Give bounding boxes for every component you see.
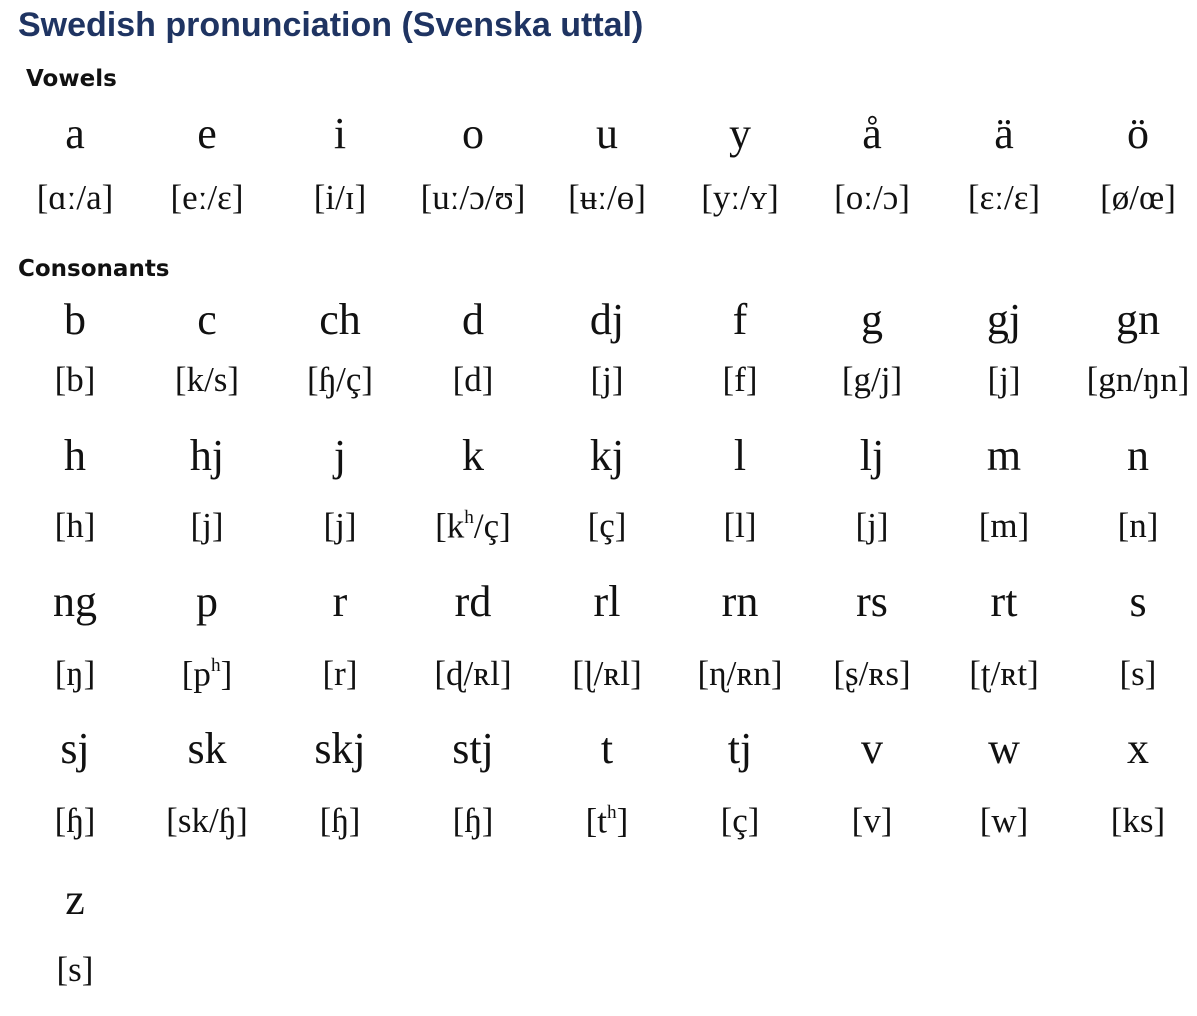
vowel-ipa: [ɛː/ɛ] bbox=[967, 178, 1041, 217]
consonant-letter: g bbox=[861, 295, 883, 344]
consonant-ipa: [s] bbox=[56, 950, 94, 989]
consonant-ipa: [ɧ] bbox=[452, 801, 494, 840]
consonants-heading: Consonants bbox=[18, 256, 170, 282]
consonant-ipa: $[p^h]$ bbox=[181, 654, 233, 694]
consonant-ipa: [ɧ] bbox=[54, 801, 96, 840]
consonant-ipa: [r] bbox=[322, 654, 358, 693]
consonant-ipa: [b] bbox=[54, 360, 96, 399]
consonant-ipa: [l] bbox=[723, 506, 757, 545]
consonant-letter: f bbox=[732, 295, 748, 344]
consonant-letter: rn bbox=[721, 577, 759, 626]
consonant-letter: dj bbox=[589, 295, 625, 344]
consonant-ipa: [ɖ/ʀl] bbox=[434, 654, 512, 693]
vowel-letter: i bbox=[333, 109, 347, 158]
consonant-letter: rl bbox=[593, 577, 621, 626]
consonant-letter: h bbox=[64, 431, 86, 480]
consonant-letter: z bbox=[65, 875, 85, 924]
vowel-ipa: [eː/ɛ] bbox=[170, 178, 244, 217]
consonant-letter: p bbox=[196, 577, 218, 626]
consonant-letter: gn bbox=[1116, 295, 1160, 344]
consonant-letter: sk bbox=[187, 724, 227, 773]
consonant-ipa: [ʂ/ʀs] bbox=[833, 654, 911, 693]
vowel-ipa: [ʉː/ɵ] bbox=[568, 178, 646, 217]
consonant-ipa: [j] bbox=[590, 360, 624, 399]
consonant-letter: k bbox=[462, 431, 484, 480]
consonant-letter: j bbox=[333, 431, 347, 480]
consonant-letter: b bbox=[64, 295, 86, 344]
consonant-letter: sj bbox=[60, 724, 90, 773]
consonant-ipa: [sk/ɧ] bbox=[166, 801, 248, 840]
consonant-ipa: [ɧ/ç] bbox=[306, 360, 374, 399]
consonant-ipa: [j] bbox=[190, 506, 224, 545]
consonant-letter: tj bbox=[727, 724, 753, 773]
consonant-ipa: $[k^h/ç]$ bbox=[435, 506, 511, 546]
consonant-ipa: [gn/ŋn] bbox=[1086, 360, 1190, 399]
consonant-ipa: [ʈ/ʀt] bbox=[969, 654, 1039, 693]
vowel-ipa: [uː/ɔ/ʊ] bbox=[420, 178, 526, 217]
consonant-letter: rd bbox=[454, 577, 492, 626]
consonant-ipa: [ɭ/ʀl] bbox=[572, 654, 642, 693]
consonant-ipa: [j] bbox=[987, 360, 1021, 399]
vowel-letter: e bbox=[197, 109, 217, 158]
consonant-letter: t bbox=[600, 724, 614, 773]
consonant-ipa: [w] bbox=[979, 801, 1029, 840]
vowel-ipa: [ø/œ] bbox=[1100, 178, 1176, 217]
consonant-letter: d bbox=[462, 295, 484, 344]
consonant-letter: c bbox=[197, 295, 217, 344]
consonant-letter: v bbox=[861, 724, 883, 773]
consonant-letter: m bbox=[986, 431, 1022, 480]
vowels-heading: Vowels bbox=[26, 66, 117, 92]
consonant-letter: w bbox=[988, 724, 1020, 773]
vowel-ipa: [i/ɪ] bbox=[313, 178, 367, 217]
consonant-ipa: [ks] bbox=[1110, 801, 1166, 840]
consonant-ipa: [ç] bbox=[720, 801, 760, 840]
vowel-letter: å bbox=[862, 109, 882, 158]
consonant-letter: x bbox=[1127, 724, 1149, 773]
consonant-letter: ch bbox=[319, 295, 361, 344]
consonant-ipa: [h] bbox=[54, 506, 96, 545]
consonant-letter: skj bbox=[314, 724, 366, 773]
consonant-ipa: [f] bbox=[722, 360, 758, 399]
consonant-letter: gj bbox=[986, 295, 1022, 344]
consonant-letter: lj bbox=[859, 431, 885, 480]
consonant-ipa: [ŋ] bbox=[54, 654, 96, 693]
vowel-letter: u bbox=[596, 109, 618, 158]
vowel-letter: y bbox=[729, 109, 751, 158]
consonant-letter: stj bbox=[452, 724, 494, 773]
vowel-ipa: [ɑː/a] bbox=[36, 178, 114, 217]
vowel-ipa: [oː/ɔ] bbox=[834, 178, 910, 217]
consonant-ipa: [n] bbox=[1117, 506, 1159, 545]
consonant-ipa: [j] bbox=[323, 506, 357, 545]
consonant-ipa: [k/s] bbox=[174, 360, 240, 399]
vowel-letter: ä bbox=[994, 109, 1014, 158]
consonant-letter: rt bbox=[990, 577, 1018, 626]
consonant-ipa: [d] bbox=[452, 360, 494, 399]
vowel-letter: ö bbox=[1127, 109, 1149, 158]
consonant-letter: n bbox=[1127, 431, 1149, 480]
consonant-ipa: [g/j] bbox=[841, 360, 903, 399]
consonant-ipa: [ɳ/ʀn] bbox=[697, 654, 783, 693]
consonant-ipa: [v] bbox=[851, 801, 893, 840]
consonant-ipa: [j] bbox=[855, 506, 889, 545]
consonant-letter: rs bbox=[856, 577, 888, 626]
consonant-ipa: [m] bbox=[978, 506, 1030, 545]
consonant-letter: s bbox=[1129, 577, 1147, 626]
consonant-ipa: [s] bbox=[1119, 654, 1157, 693]
vowel-letter: o bbox=[462, 109, 484, 158]
consonant-ipa: [ɧ] bbox=[319, 801, 361, 840]
consonant-letter: r bbox=[332, 577, 348, 626]
page-title: Swedish pronunciation (Svenska uttal) bbox=[18, 6, 644, 44]
vowel-letter: a bbox=[65, 109, 85, 158]
consonant-letter: l bbox=[733, 431, 747, 480]
consonant-letter: kj bbox=[589, 431, 625, 480]
consonant-ipa: [ç] bbox=[587, 506, 627, 545]
consonant-ipa: $[t^h]$ bbox=[585, 801, 629, 841]
consonant-letter: hj bbox=[189, 431, 225, 480]
consonant-letter: ng bbox=[53, 577, 97, 626]
vowel-ipa: [yː/ʏ] bbox=[701, 178, 779, 217]
